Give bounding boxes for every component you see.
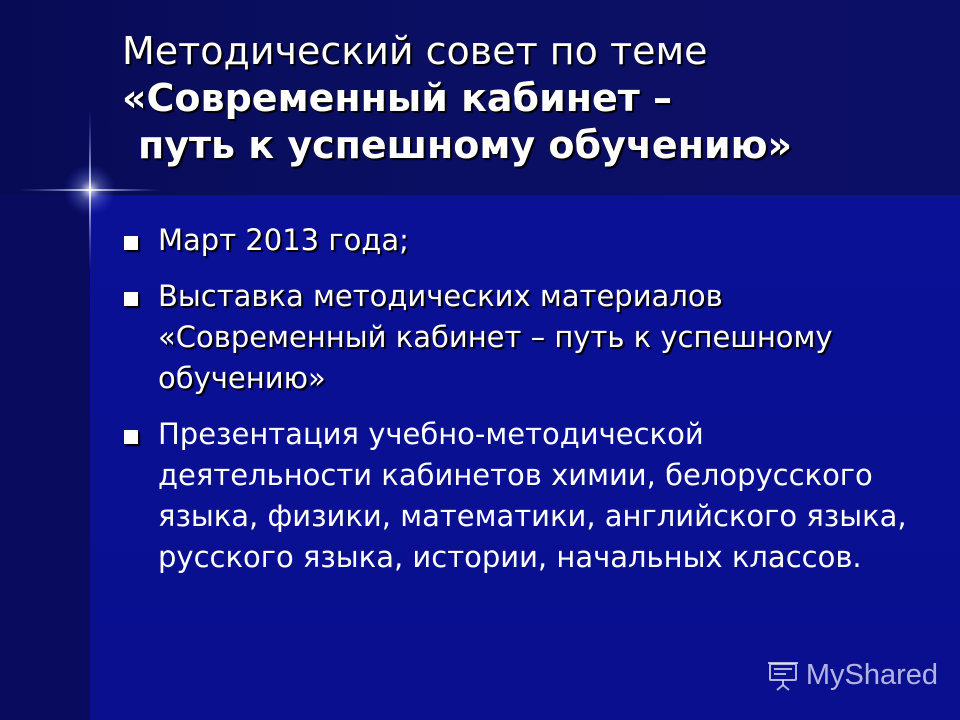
list-item-text: Выставка методических материалов «Современный кабинет – путь к успешному обучению» [158, 279, 833, 395]
bullet-list [122, 220, 922, 593]
list-item [122, 276, 922, 399]
title-line-2: «Современный кабинет – [122, 76, 672, 120]
slide-title [122, 28, 922, 169]
title-line-1: Методический совет по теме [122, 29, 708, 73]
square-bullet-icon [124, 292, 138, 306]
watermark-brand: MyShared [805, 658, 938, 691]
list-item [122, 220, 922, 261]
myshared-watermark [766, 658, 938, 692]
title-line-3: путь к успешному обучению» [138, 123, 793, 167]
square-bullet-icon [124, 236, 138, 250]
list-item-text: Март 2013 года; [158, 223, 409, 257]
left-band [0, 195, 90, 720]
list-item-text: Презентация учебно-методической деятельности кабинетов химии, белорусского языка, физики, математики, английского языка, русского языка, истории, начальных классов. [158, 417, 907, 574]
list-item [122, 414, 922, 578]
square-bullet-icon [124, 430, 138, 444]
projector-screen-icon [766, 658, 800, 692]
